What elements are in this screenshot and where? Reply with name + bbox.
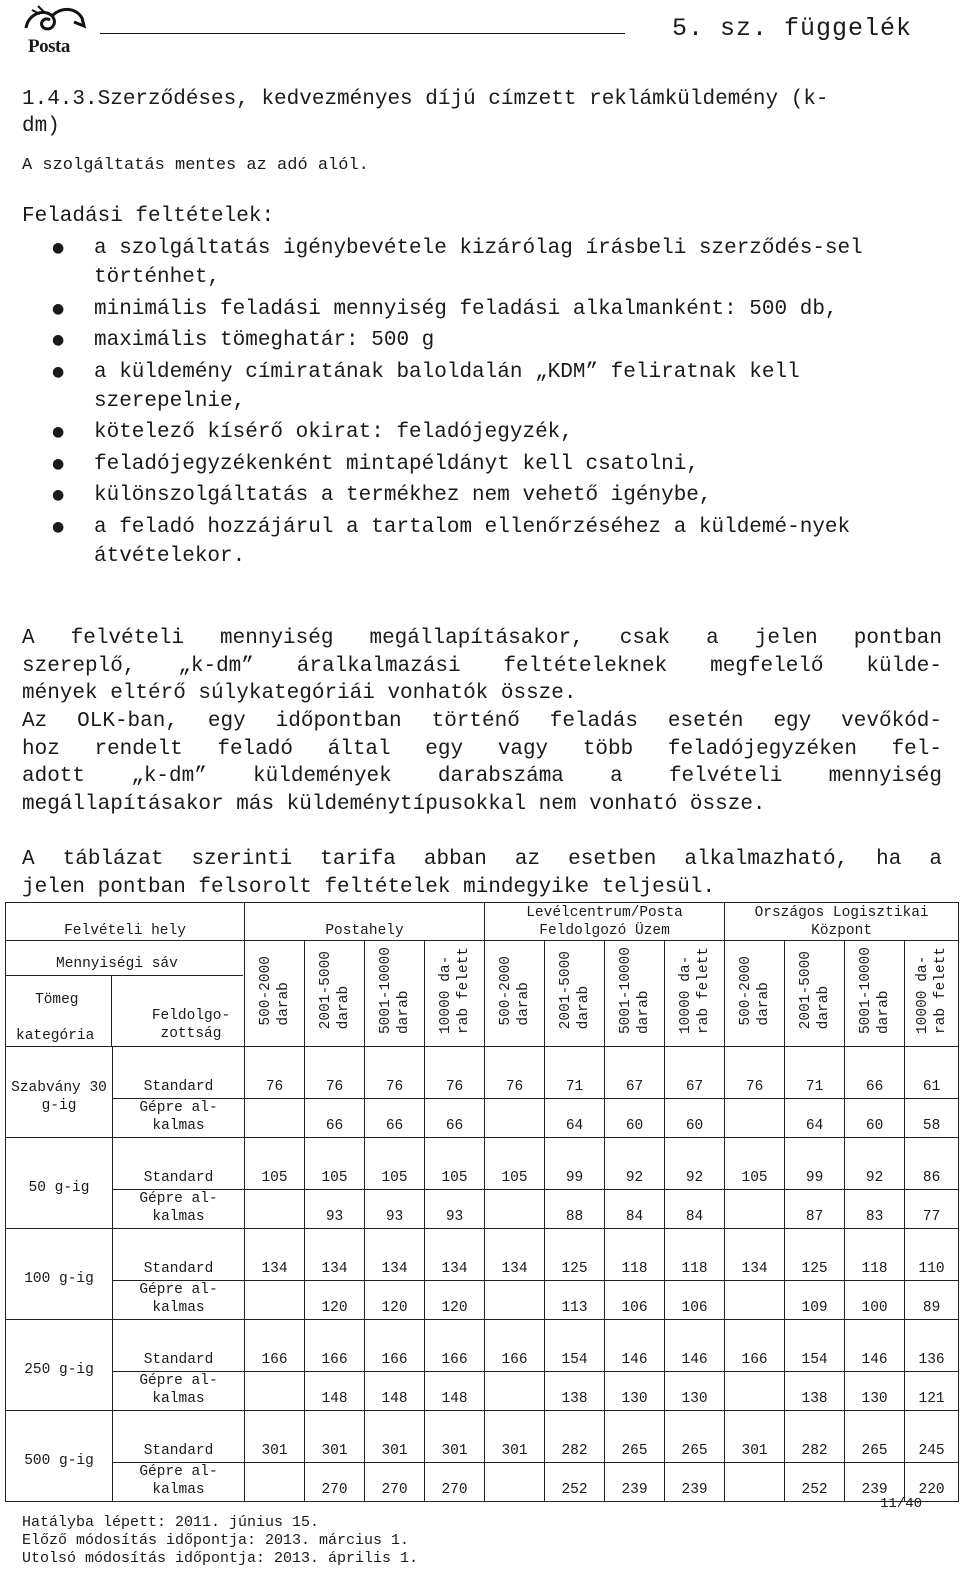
price-cell: 99	[545, 1138, 605, 1190]
price-cell: 270	[365, 1463, 425, 1502]
price-cell: 301	[425, 1411, 485, 1463]
table-row	[6, 1138, 959, 1190]
table-band-row	[6, 941, 959, 1047]
band-label: 10000 da- rab felett	[914, 946, 949, 1034]
price-cell: 113	[545, 1281, 605, 1320]
price-cell: 120	[425, 1281, 485, 1320]
price-cell: 110	[905, 1229, 959, 1281]
price-cell: 99	[785, 1138, 845, 1190]
price-cell: 146	[845, 1320, 905, 1372]
band-label: 500-2000 darab	[497, 955, 532, 1026]
price-cell: 64	[545, 1099, 605, 1138]
price-cell: 282	[545, 1411, 605, 1463]
price-cell: 88	[545, 1190, 605, 1229]
price-cell: 66	[365, 1099, 425, 1138]
band-label: 10000 da- rab felett	[437, 946, 472, 1034]
price-cell: 76	[245, 1047, 305, 1099]
price-cell: 76	[425, 1047, 485, 1099]
processing-machinable: Gépre al-kalmas	[113, 1463, 245, 1502]
conditions-heading: Feladási feltételek:	[22, 205, 275, 228]
price-cell: 60	[845, 1099, 905, 1138]
price-cell: 58	[905, 1099, 959, 1138]
list-item: ● a feladó hozzájárul a tartalom ellenőrzéséhez a küldemé-nyek átvételekor.	[22, 513, 942, 571]
price-cell: 138	[545, 1372, 605, 1411]
processing-machinable: Gépre al-kalmas	[113, 1099, 245, 1138]
price-cell: 134	[425, 1229, 485, 1281]
conditions-list	[22, 234, 942, 573]
price-cell: 148	[365, 1372, 425, 1411]
paragraph-quantity: A felvételi mennyiség megállapításakor, csak a jelen pontban szereplő, „k-dm” áralkalmazási feltételeknek megfelelő külde- mények eltérő súlykategóriái vonhatók össze.	[22, 627, 942, 705]
price-cell: 100	[845, 1281, 905, 1320]
price-cell: 166	[365, 1320, 425, 1372]
processing-machinable: Gépre al-kalmas	[113, 1190, 245, 1229]
price-cell: 118	[845, 1229, 905, 1281]
table-header-row	[6, 903, 959, 941]
band-label: 5001-10000 darab	[857, 946, 892, 1034]
price-cell: 67	[665, 1047, 725, 1099]
tariff-table	[5, 902, 959, 1502]
section-title-line1: 1.4.3.Szerződéses, kedvezményes díjú címzett reklámküldemény (k-	[22, 88, 829, 111]
weight-category: 250 g-ig	[6, 1320, 113, 1411]
posta-logo	[18, 2, 88, 62]
band-label: 500-2000 darab	[257, 955, 292, 1026]
price-cell: 125	[785, 1229, 845, 1281]
processing-standard: Standard	[113, 1047, 245, 1099]
header-mennyisegi-sav: Mennyiségi sáv	[56, 956, 178, 972]
price-cell: 134	[245, 1229, 305, 1281]
price-cell	[725, 1190, 785, 1229]
price-cell	[485, 1463, 545, 1502]
price-cell: 120	[365, 1281, 425, 1320]
price-cell: 301	[365, 1411, 425, 1463]
price-cell: 105	[725, 1138, 785, 1190]
header-postahely: Postahely	[245, 903, 485, 941]
price-cell: 136	[905, 1320, 959, 1372]
table-row	[6, 1099, 959, 1138]
price-cell	[485, 1190, 545, 1229]
footer-prev-mod: Előző módosítás időpontja: 2013. március 1.	[22, 1532, 410, 1549]
price-cell: 166	[725, 1320, 785, 1372]
price-cell: 76	[365, 1047, 425, 1099]
price-cell: 66	[305, 1099, 365, 1138]
price-cell: 83	[845, 1190, 905, 1229]
price-cell: 67	[605, 1047, 665, 1099]
price-cell: 105	[425, 1138, 485, 1190]
price-cell: 148	[305, 1372, 365, 1411]
divider	[111, 975, 112, 1047]
price-cell: 130	[845, 1372, 905, 1411]
list-item: ● különszolgáltatás a termékhez nem vehető igénybe,	[22, 481, 942, 510]
processing-machinable: Gépre al-kalmas	[113, 1372, 245, 1411]
price-cell: 130	[665, 1372, 725, 1411]
page-number: 11/40	[880, 1496, 923, 1512]
table-row	[6, 1372, 959, 1411]
header-olk: Országos Logisztikai Központ	[725, 903, 959, 941]
price-cell	[725, 1463, 785, 1502]
price-cell: 120	[305, 1281, 365, 1320]
price-cell: 71	[785, 1047, 845, 1099]
price-cell: 134	[365, 1229, 425, 1281]
list-item: ● kötelező kísérő okirat: feladójegyzék,	[22, 418, 942, 447]
price-cell: 239	[665, 1463, 725, 1502]
processing-standard: Standard	[113, 1229, 245, 1281]
header-lk: Levélcentrum/Posta Feldolgozó Üzem	[485, 903, 725, 941]
processing-standard: Standard	[113, 1138, 245, 1190]
price-cell: 76	[485, 1047, 545, 1099]
price-cell: 60	[605, 1099, 665, 1138]
list-item: ● minimális feladási mennyiség feladási alkalmanként: 500 db,	[22, 295, 942, 324]
price-cell: 71	[545, 1047, 605, 1099]
price-cell: 252	[785, 1463, 845, 1502]
price-cell	[485, 1372, 545, 1411]
price-cell: 121	[905, 1372, 959, 1411]
header-rule	[100, 33, 625, 34]
price-cell: 84	[665, 1190, 725, 1229]
divider	[6, 975, 243, 976]
price-cell	[485, 1099, 545, 1138]
paragraph-olk: Az OLK-ban, egy időpontban történő feladás esetén egy vevőkód- hoz rendelt feladó által egy vagy több feladójegyzéken fel- adott „k-dm” küldemények darabszáma a felvételi mennyiség megállapításakor más küldeménytípusokkal nem vonható össze.	[22, 710, 942, 816]
list-item: ● feladójegyzékenként mintapéldányt kell csatolni,	[22, 450, 942, 479]
section-title	[22, 86, 829, 140]
weight-category: Szabvány 30 g-ig	[6, 1047, 113, 1138]
paragraph-tariff: A táblázat szerinti tarifa abban az esetben alkalmazható, ha a jelen pontban felsorolt feltételek mindegyike teljesül.	[22, 848, 942, 899]
table-row	[6, 1229, 959, 1281]
price-cell: 76	[725, 1047, 785, 1099]
appendix-label: 5. sz. függelék	[672, 14, 913, 43]
band-label: 10000 da- rab felett	[677, 946, 712, 1034]
price-cell: 89	[905, 1281, 959, 1320]
price-cell: 60	[665, 1099, 725, 1138]
price-cell: 109	[785, 1281, 845, 1320]
price-cell: 130	[605, 1372, 665, 1411]
price-cell: 265	[845, 1411, 905, 1463]
price-cell: 146	[605, 1320, 665, 1372]
tariff-body	[6, 1047, 959, 1502]
price-cell	[725, 1372, 785, 1411]
price-cell: 265	[665, 1411, 725, 1463]
header-feldolgozottsag: Feldolgo-zottság	[151, 1008, 231, 1042]
price-cell: 301	[725, 1411, 785, 1463]
price-cell: 105	[245, 1138, 305, 1190]
price-cell: 76	[305, 1047, 365, 1099]
tax-note: A szolgáltatás mentes az adó alól.	[22, 156, 369, 175]
price-cell: 118	[665, 1229, 725, 1281]
price-cell: 270	[425, 1463, 485, 1502]
price-cell: 301	[305, 1411, 365, 1463]
header-felveteli-hely: Felvételi hely	[6, 903, 245, 941]
price-cell: 84	[605, 1190, 665, 1229]
price-cell: 166	[485, 1320, 545, 1372]
table-row	[6, 1281, 959, 1320]
price-cell	[245, 1463, 305, 1502]
price-cell: 166	[305, 1320, 365, 1372]
price-cell: 301	[485, 1411, 545, 1463]
price-cell: 220	[905, 1463, 959, 1502]
price-cell: 134	[485, 1229, 545, 1281]
price-cell: 239	[605, 1463, 665, 1502]
price-cell: 105	[485, 1138, 545, 1190]
price-cell	[725, 1281, 785, 1320]
list-item: ● maximális tömeghatár: 500 g	[22, 326, 942, 355]
weight-category: 100 g-ig	[6, 1229, 113, 1320]
price-cell: 87	[785, 1190, 845, 1229]
band-label: 2001-5000 darab	[317, 951, 352, 1030]
price-cell: 134	[725, 1229, 785, 1281]
table-row	[6, 1463, 959, 1502]
price-cell: 61	[905, 1047, 959, 1099]
price-cell: 118	[605, 1229, 665, 1281]
table-row	[6, 1411, 959, 1463]
header-kategoria: kategória	[16, 1028, 95, 1044]
header-corner-cell	[6, 941, 245, 1047]
price-cell: 239	[845, 1463, 905, 1502]
price-cell	[725, 1099, 785, 1138]
price-cell	[245, 1281, 305, 1320]
list-item: ● a szolgáltatás igénybevétele kizárólag írásbeli szerződés-sel történhet,	[22, 234, 942, 292]
price-cell: 125	[545, 1229, 605, 1281]
weight-category: 50 g-ig	[6, 1138, 113, 1229]
footer-last-mod: Utolsó módosítás időpontja: 2013. április 1.	[22, 1550, 419, 1567]
band-label: 5001-10000 darab	[617, 946, 652, 1034]
weight-category: 500 g-ig	[6, 1411, 113, 1502]
band-label: 2001-5000 darab	[557, 951, 592, 1030]
price-cell: 105	[305, 1138, 365, 1190]
price-cell: 66	[845, 1047, 905, 1099]
price-cell: 270	[305, 1463, 365, 1502]
price-cell: 252	[545, 1463, 605, 1502]
processing-standard: Standard	[113, 1411, 245, 1463]
price-cell: 154	[785, 1320, 845, 1372]
price-cell: 148	[425, 1372, 485, 1411]
price-cell: 301	[245, 1411, 305, 1463]
price-cell	[245, 1372, 305, 1411]
price-cell: 93	[305, 1190, 365, 1229]
band-label: 5001-10000 darab	[377, 946, 412, 1034]
price-cell: 105	[365, 1138, 425, 1190]
logo-text: Posta	[28, 36, 70, 57]
price-cell: 66	[425, 1099, 485, 1138]
table-row	[6, 1190, 959, 1229]
list-item: ● a küldemény címiratának baloldalán „KDM” feliratnak kell szerepelnie,	[22, 358, 942, 416]
header-tomeg: Tömeg	[35, 992, 79, 1008]
price-cell: 64	[785, 1099, 845, 1138]
price-cell: 245	[905, 1411, 959, 1463]
price-cell	[245, 1190, 305, 1229]
price-cell: 106	[665, 1281, 725, 1320]
price-cell: 92	[605, 1138, 665, 1190]
price-cell: 92	[845, 1138, 905, 1190]
processing-machinable: Gépre al-kalmas	[113, 1281, 245, 1320]
section-title-line2: dm)	[22, 115, 60, 138]
price-cell: 146	[665, 1320, 725, 1372]
price-cell	[485, 1281, 545, 1320]
band-label: 2001-5000 darab	[797, 951, 832, 1030]
price-cell: 77	[905, 1190, 959, 1229]
band-label: 500-2000 darab	[737, 955, 772, 1026]
price-cell: 93	[365, 1190, 425, 1229]
price-cell: 86	[905, 1138, 959, 1190]
price-cell: 265	[605, 1411, 665, 1463]
price-cell: 138	[785, 1372, 845, 1411]
price-cell: 166	[245, 1320, 305, 1372]
processing-standard: Standard	[113, 1320, 245, 1372]
price-cell: 93	[425, 1190, 485, 1229]
table-row	[6, 1047, 959, 1099]
price-cell: 106	[605, 1281, 665, 1320]
price-cell: 282	[785, 1411, 845, 1463]
footer-effective: Hatályba lépett: 2011. június 15.	[22, 1514, 320, 1531]
price-cell: 134	[305, 1229, 365, 1281]
price-cell	[245, 1099, 305, 1138]
price-cell: 92	[665, 1138, 725, 1190]
price-cell: 166	[425, 1320, 485, 1372]
table-row	[6, 1320, 959, 1372]
price-cell: 154	[545, 1320, 605, 1372]
